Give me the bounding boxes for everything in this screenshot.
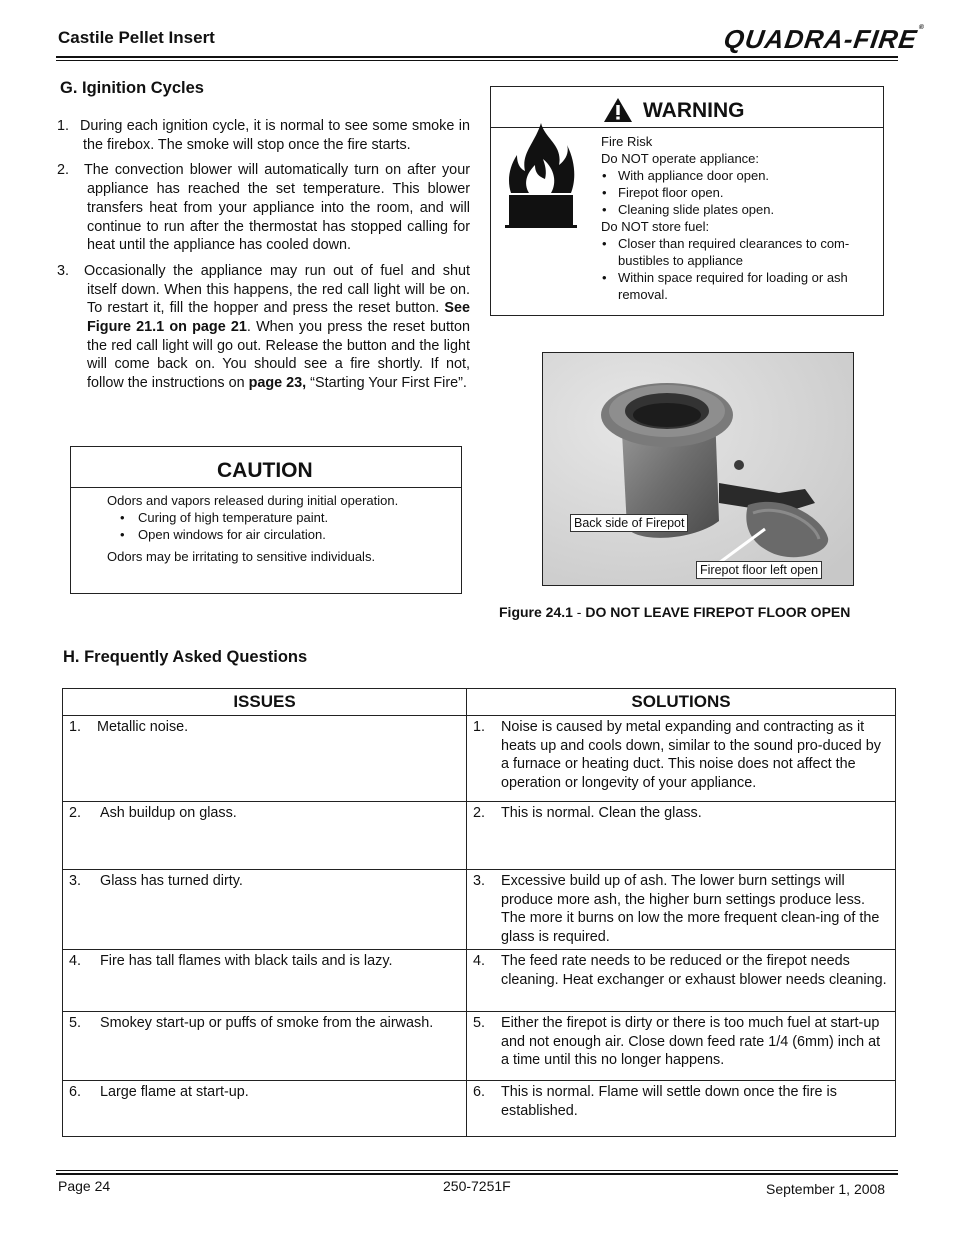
list-item: 3. Occasionally the appliance may run out of fuel and shut itself down. When this happens, the red call light will be on. To restart it, fill the hopper and press the reset button. See Figure 21.1 on page 21. When you press the reset button the red call light will go out. Release the button and the light will come back on. You should see a fire shortly. If not, follow the instructions on page 23, “Starting Your First Fire”. bbox=[57, 262, 471, 392]
caution-box bbox=[70, 446, 462, 594]
issue-text: Metallic noise. bbox=[97, 719, 189, 735]
table-header-row bbox=[63, 689, 896, 716]
caution-title: CAUTION bbox=[217, 459, 313, 482]
table-row: 4. Fire has tall flames with black tails and is lazy. 4. The feed rate needs to be reduced or the firepot needs cleaning. Heat exchanger or exhaust blower needs cleaning. bbox=[63, 950, 896, 1012]
callout-back-side: Back side of Firepot bbox=[570, 514, 688, 532]
firepot-illustration bbox=[543, 353, 853, 585]
caution-note: Odors may be irritating to sensitive individuals. bbox=[107, 549, 376, 564]
solution-text: Noise is caused by metal expanding and contracting as it heats up and cools down, similar to the sound pro-duced by a furnace or heating duct. This noise does not affect the operation or longevity of your appliance. bbox=[501, 719, 881, 792]
solution-text: This is normal. Flame will settle down once the fire is established. bbox=[501, 1084, 837, 1119]
issue-text: Ash buildup on glass. bbox=[100, 805, 237, 821]
caution-list bbox=[107, 509, 447, 543]
solution-text: Either the firepot is dirty or there is too much fuel at start-up and not enough air. Close down feed rate 1/4 (6mm) inch at a time until this no longer happens. bbox=[501, 1015, 881, 1069]
table-row: 5. Smokey start-up or puffs of smoke from the airwash. 5. Either the firepot is dirty or there is too much fuel at start-up and not enough air. Close down feed rate 1/4 (6mm) inch at a time until this no longer happens. bbox=[63, 1012, 896, 1081]
solution-text: The feed rate needs to be reduced or the firepot needs cleaning. Heat exchanger or exhaust blower needs cleaning. bbox=[501, 953, 887, 988]
document-title: Castile Pellet Insert bbox=[58, 28, 215, 47]
warning-operate-heading: Do NOT operate appliance: bbox=[601, 151, 760, 166]
footer-rule-thin bbox=[56, 1170, 898, 1171]
section-h-heading: H. Frequently Asked Questions bbox=[63, 648, 308, 666]
logo-text: QUADRA-FIRE bbox=[721, 24, 920, 54]
list-item: • Closer than required clearances to com-bustibles to appliance bbox=[601, 235, 871, 269]
issue-text: Smokey start-up or puffs of smoke from the airwash. bbox=[100, 1015, 434, 1031]
list-item: 1. During each ignition cycle, it is normal to see some smoke in the firebox. The smoke will stop once the fire starts. bbox=[57, 118, 470, 153]
warning-store-heading: Do NOT store fuel: bbox=[601, 219, 710, 234]
table-row: 1. Metallic noise. 1. Noise is caused by metal expanding and contracting as it heats up and cools down, similar to the sound pro-duced by a furnace or heating duct. This noise does not affect the operation or longevity of your appliance. bbox=[63, 716, 896, 802]
list-item: • With appliance door open. bbox=[601, 167, 871, 184]
column-header-solutions: SOLUTIONS bbox=[467, 689, 896, 716]
list-item: • Open windows for air circulation. bbox=[120, 526, 447, 543]
ignition-cycles-list bbox=[58, 117, 470, 400]
warning-triangle-icon bbox=[603, 97, 633, 123]
list-item: • Curing of high temperature paint. bbox=[120, 509, 447, 526]
list-item: • Cleaning slide plates open. bbox=[601, 201, 871, 218]
column-header-issues: ISSUES bbox=[63, 689, 467, 716]
document-number: 250-7251F bbox=[443, 1178, 511, 1194]
warning-operate-list bbox=[601, 167, 871, 218]
caution-header bbox=[71, 447, 461, 488]
document-date: September 1, 2008 bbox=[766, 1181, 886, 1197]
warning-title: WARNING bbox=[643, 99, 745, 122]
callout-floor-open: Firepot floor left open bbox=[696, 561, 822, 579]
header-rule-thin bbox=[56, 60, 898, 61]
figure-caption: Figure 24.1 - DO NOT LEAVE FIREPOT FLOOR OPEN bbox=[499, 604, 851, 620]
warning-body bbox=[601, 133, 871, 303]
caution-body bbox=[107, 492, 447, 565]
caution-line: Odors and vapors released during initial operation. bbox=[107, 493, 399, 508]
footer-rule bbox=[56, 1173, 898, 1175]
page-reference: page 23, bbox=[248, 375, 307, 392]
page-number: Page 24 bbox=[58, 1178, 111, 1194]
warning-risk: Fire Risk bbox=[601, 134, 653, 149]
list-item: 2. The convection blower will automatically turn on after your appliance has reached the set temperature. This blower transfers heat from your appliance into the room, and will continue to run after the thermostat has stopped calling for heat until the appliance has cooled down. bbox=[57, 162, 470, 254]
table-row: 3. Glass has turned dirty. 3. Excessive build up of ash. The lower burn settings will produce more ash, the higher burn settings produce less. The more it burns on low the more frequent clean-ing of the glass is required. bbox=[63, 870, 896, 950]
list-item: • Within space required for loading or ash removal. bbox=[601, 269, 871, 303]
warning-store-list bbox=[601, 235, 871, 303]
table-row: 2. Ash buildup on glass. 2. This is normal. Clean the glass. bbox=[63, 802, 896, 870]
list-item: • Firepot floor open. bbox=[601, 184, 871, 201]
brand-logo bbox=[722, 24, 926, 55]
issue-text: Glass has turned dirty. bbox=[100, 873, 243, 889]
faq-table bbox=[62, 688, 896, 1137]
fire-hazard-icon bbox=[505, 121, 577, 229]
figure-reference: See Figure 21.1 on page 21 bbox=[87, 300, 470, 336]
section-g-heading: G. Iginition Cycles bbox=[60, 79, 204, 97]
solution-text: This is normal. Clean the glass. bbox=[501, 805, 702, 821]
warning-box bbox=[490, 86, 884, 316]
logo-trademark: ® bbox=[918, 24, 926, 31]
issue-text: Large flame at start-up. bbox=[100, 1084, 249, 1100]
table-row: 6. Large flame at start-up. 6. This is normal. Flame will settle down once the fire is established. bbox=[63, 1081, 896, 1137]
issue-text: Fire has tall flames with black tails and is lazy. bbox=[100, 953, 393, 969]
solution-text: Excessive build up of ash. The lower burn settings will produce more ash, the higher burn settings produce less. The more it burns on low the more frequent clean-ing of the glass is required. bbox=[501, 873, 880, 946]
header-rule bbox=[56, 56, 898, 58]
firepot-photo bbox=[542, 352, 854, 586]
